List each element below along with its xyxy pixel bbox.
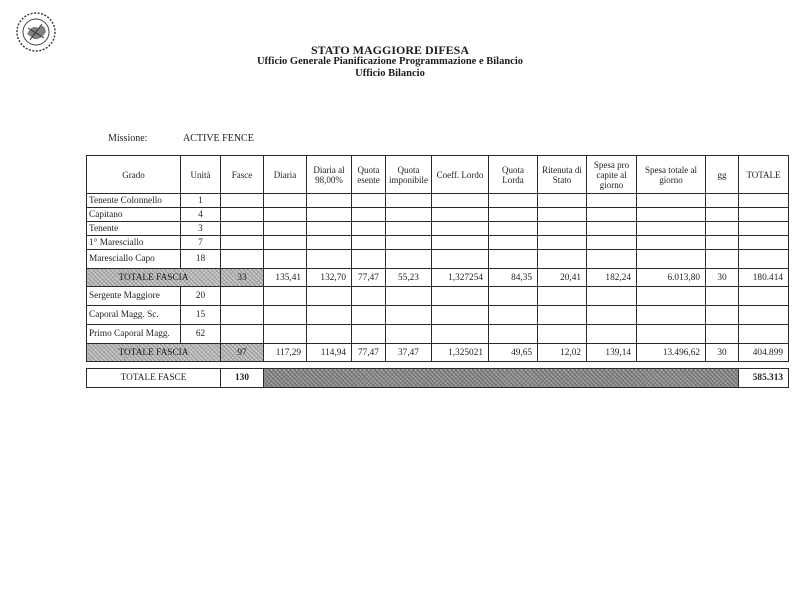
header-cell: Quota Lorda — [489, 156, 538, 194]
grado-cell: Tenente Colonnello — [87, 194, 181, 208]
header-subtitle: Ufficio Generale Pianificazione Programmazione e Bilancio — [256, 56, 524, 67]
grand-total-row — [87, 369, 789, 388]
table-row — [87, 208, 789, 222]
mission-name: ACTIVE FENCE — [183, 133, 254, 144]
procapite-cell: 139,14 — [587, 344, 637, 362]
table-header-row — [87, 156, 789, 194]
header-cell: Coeff. Lordo — [432, 156, 489, 194]
fasce-cell: 97 — [221, 344, 264, 362]
header-cell: Fasce — [221, 156, 264, 194]
subtotal-label: TOTALE FASCIA — [87, 344, 221, 362]
header-cell: Grado — [87, 156, 181, 194]
coeff-cell: 1,325021 — [432, 344, 489, 362]
gg-cell: 30 — [706, 344, 739, 362]
lorda-cell: 84,35 — [489, 269, 538, 287]
grand-total-label: TOTALE FASCE — [87, 369, 221, 388]
unita-cell: 18 — [181, 250, 221, 269]
table-row — [87, 236, 789, 250]
document-header — [240, 44, 540, 80]
diaria-cell: 135,41 — [264, 269, 307, 287]
header-title: STATO MAGGIORE DIFESA — [310, 43, 470, 57]
header-cell: Unità — [181, 156, 221, 194]
totale-cell: 404.899 — [739, 344, 789, 362]
imponibile-cell: 37,47 — [386, 344, 432, 362]
grand-total-shaded-band — [264, 369, 739, 388]
table-row — [87, 250, 789, 269]
header-cell: Spesa pro capite al giorno — [587, 156, 637, 194]
gg-cell: 30 — [706, 269, 739, 287]
totale-cell: 180.414 — [739, 269, 789, 287]
table-row — [87, 222, 789, 236]
header-cell: Ritenuta di Stato — [538, 156, 587, 194]
ritenuta-cell: 20,41 — [538, 269, 587, 287]
grand-total-value: 585.313 — [739, 369, 789, 388]
grado-cell: Tenente — [87, 222, 181, 236]
unita-cell: 4 — [181, 208, 221, 222]
coeff-cell: 1,327254 — [432, 269, 489, 287]
diaria-cell: 117,29 — [264, 344, 307, 362]
header-cell: Spesa totale al giorno — [637, 156, 706, 194]
header-office: Ufficio Bilancio — [355, 68, 425, 79]
table-row — [87, 306, 789, 325]
subtotal-row — [87, 269, 789, 287]
grado-cell: Primo Caporal Magg. — [87, 325, 181, 344]
procapite-cell: 182,24 — [587, 269, 637, 287]
diaria98-cell: 132,70 — [307, 269, 352, 287]
header-cell: Diaria — [264, 156, 307, 194]
table-row — [87, 287, 789, 306]
subtotal-row — [87, 344, 789, 362]
header-cell: Diaria al 98,00% — [307, 156, 352, 194]
grand-total-fasce: 130 — [221, 369, 264, 388]
unita-cell: 1 — [181, 194, 221, 208]
emblem-seal-icon — [14, 10, 58, 54]
header-cell: Quota esente — [352, 156, 386, 194]
totgiorno-cell: 6.013,80 — [637, 269, 706, 287]
grado-cell: Maresciallo Capo — [87, 250, 181, 269]
ritenuta-cell: 12,02 — [538, 344, 587, 362]
unita-cell: 62 — [181, 325, 221, 344]
unita-cell: 3 — [181, 222, 221, 236]
esente-cell: 77,47 — [352, 269, 386, 287]
subtotal-label: TOTALE FASCIA — [87, 269, 221, 287]
unita-cell: 15 — [181, 306, 221, 325]
header-cell: gg — [706, 156, 739, 194]
table-row — [87, 194, 789, 208]
budget-table — [86, 155, 789, 388]
mission-label: Missione: — [108, 133, 148, 144]
header-cell: TOTALE — [739, 156, 789, 194]
table-row — [87, 325, 789, 344]
grado-cell: Sergente Maggiore — [87, 287, 181, 306]
header-cell: Quota imponibile — [386, 156, 432, 194]
unita-cell: 7 — [181, 236, 221, 250]
grado-cell: Capitano — [87, 208, 181, 222]
diaria98-cell: 114,94 — [307, 344, 352, 362]
fasce-cell: 33 — [221, 269, 264, 287]
imponibile-cell: 55,23 — [386, 269, 432, 287]
grado-cell: 1° Maresciallo — [87, 236, 181, 250]
lorda-cell: 49,65 — [489, 344, 538, 362]
spacer-row — [87, 362, 789, 369]
unita-cell: 20 — [181, 287, 221, 306]
grado-cell: Caporal Magg. Sc. — [87, 306, 181, 325]
mission-line — [108, 133, 254, 144]
esente-cell: 77,47 — [352, 344, 386, 362]
totgiorno-cell: 13.496,62 — [637, 344, 706, 362]
